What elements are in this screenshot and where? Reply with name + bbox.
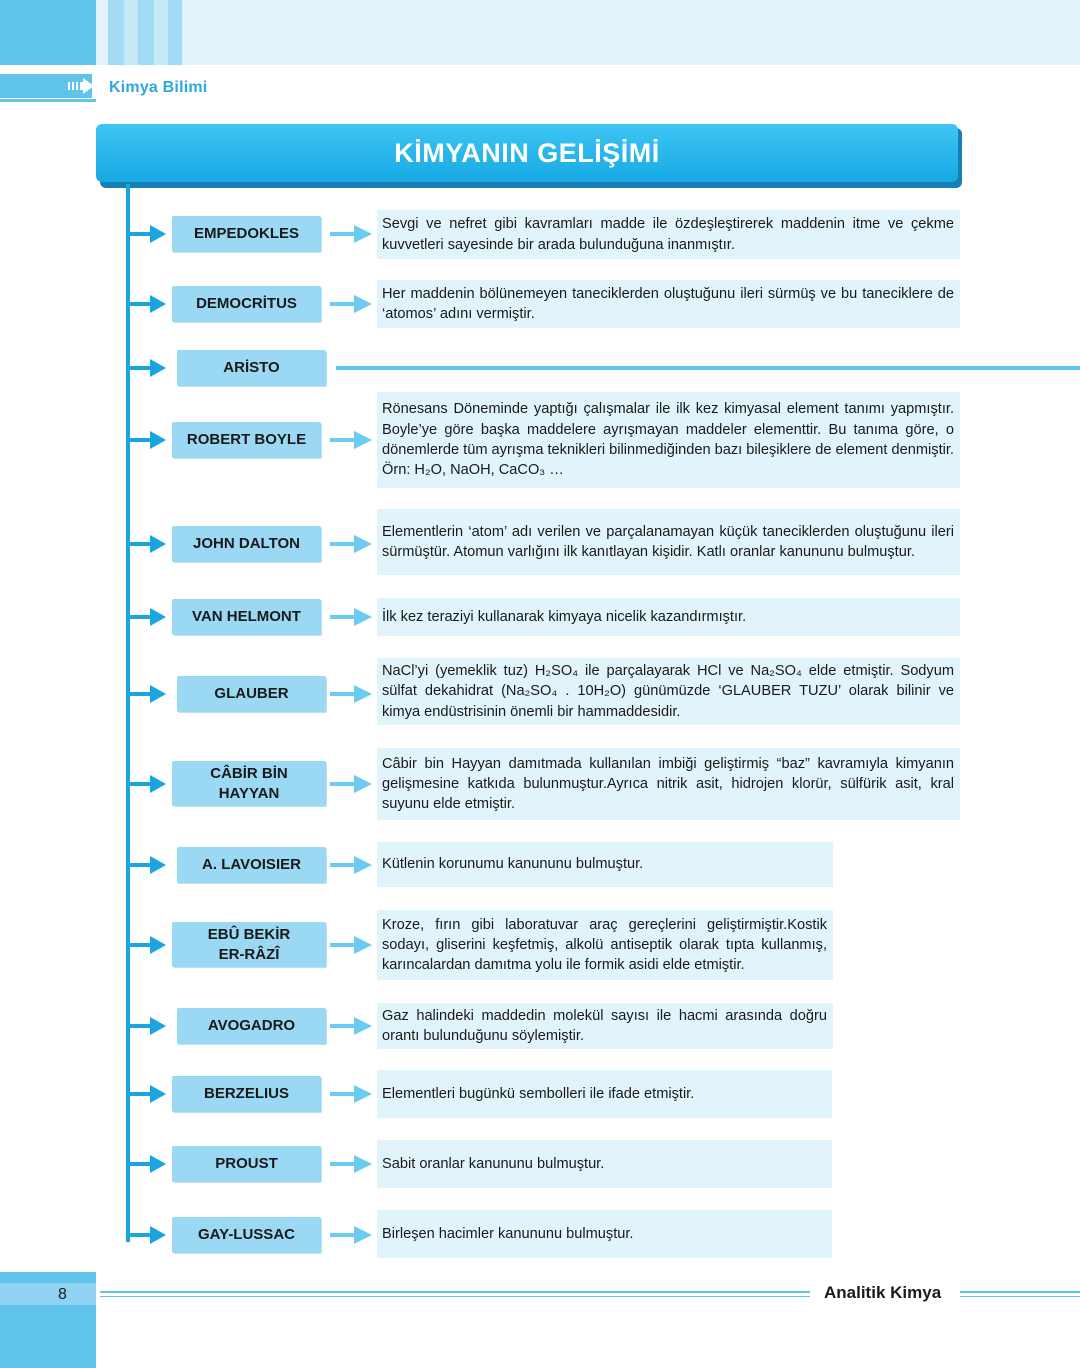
desc-text: Sevgi ve nefret gibi kavramları madde ile özdeşleştirerek maddenin itme ve çekme kuvvetleri sayesinde bir arada bulunduğuna inanmıştır. xyxy=(382,216,954,253)
desc-text: Sabit oranlar kanununu bulmuştur. xyxy=(382,1155,605,1172)
top-corner-block xyxy=(0,0,96,65)
right-arrow-icon xyxy=(330,431,372,449)
top-stripe xyxy=(168,0,182,65)
timeline-arrow-icon xyxy=(128,358,166,378)
name-ebu-bekir-er-razi: EBÛ BEKİR ER-RÂZÎ xyxy=(172,922,326,967)
name-john-dalton: JOHN DALTON xyxy=(172,526,321,562)
aristo-line xyxy=(336,366,1080,370)
name-robert-boyle: ROBERT BOYLE xyxy=(172,422,321,458)
right-arrow-icon xyxy=(330,295,372,313)
right-arrow-icon xyxy=(330,1226,372,1244)
desc-box xyxy=(377,392,960,488)
timeline-arrow-icon xyxy=(128,1154,166,1174)
name-empedokles: EMPEDOKLES xyxy=(172,216,321,252)
desc-box xyxy=(377,658,960,725)
desc-text: Rönesans Döneminde yaptığı çalışmalar ile ilk kez kimyasal element tanımı yapmıştır. Boyle’ye göre başka maddelere ayrışmayan maddeler elementtir. Bu tanıma göre, o dönemlerde tüm ayrışma teknikleri bilinmediğinden bazı bileşiklere de element denmiştir. Örn: H₂O, NaOH, CaCO₃ … xyxy=(382,401,954,479)
timeline-arrow-icon xyxy=(128,684,166,704)
top-stripe xyxy=(108,0,124,65)
footer-rule xyxy=(960,1296,1080,1297)
section-arrow-icon xyxy=(68,78,94,94)
right-arrow-icon xyxy=(330,936,372,954)
footer-rule xyxy=(100,1296,810,1297)
name-proust: PROUST xyxy=(172,1146,321,1182)
name-aristo: ARİSTO xyxy=(177,350,326,386)
desc-box xyxy=(377,1210,832,1258)
desc-box xyxy=(377,210,960,259)
desc-box xyxy=(377,910,833,980)
section-name: Kimya Bilimi xyxy=(109,79,208,96)
desc-box xyxy=(377,1003,833,1049)
desc-box xyxy=(377,842,833,887)
name-glauber: GLAUBER xyxy=(177,676,326,712)
timeline-arrow-icon xyxy=(128,1084,166,1104)
right-arrow-icon xyxy=(330,856,372,874)
desc-text: NaCl’yi (yemeklik tuz) H₂SO₄ ile parçalayarak HCl ve Na₂SO₄ elde etmiştir. Sodyum sülfat dekahidrat (Na₂SO₄ . 10H₂O) günümüzde ‘GLAUBER TUZU’ olarak bilinir ve kimya endüstrisinin önemli bir hammaddesidir. xyxy=(382,663,954,720)
desc-box xyxy=(377,1070,832,1118)
desc-box xyxy=(377,280,960,328)
top-stripe xyxy=(154,0,168,65)
timeline-arrow-icon xyxy=(128,855,166,875)
right-arrow-icon xyxy=(330,535,372,553)
right-arrow-icon xyxy=(330,1155,372,1173)
name-van-helmont: VAN HELMONT xyxy=(172,599,321,635)
timeline-arrow-icon xyxy=(128,224,166,244)
book-title: Analitik Kimya xyxy=(824,1283,942,1302)
top-stripe xyxy=(124,0,138,65)
desc-box xyxy=(377,598,960,636)
desc-text: İlk kez teraziyi kullanarak kimyaya nicelik kazandırmıştır. xyxy=(382,608,747,625)
footer-rule xyxy=(100,1291,810,1293)
name-a-lavoisier: A. LAVOISIER xyxy=(177,847,326,883)
right-arrow-icon xyxy=(330,1017,372,1035)
timeline-arrow-icon xyxy=(128,294,166,314)
right-arrow-icon xyxy=(330,608,372,626)
desc-text: Kütlenin korunumu kanununu bulmuştur. xyxy=(382,856,644,873)
name-democritus: DEMOCRİTUS xyxy=(172,286,321,322)
section-header-underline xyxy=(0,99,96,102)
timeline-arrow-icon xyxy=(128,607,166,627)
top-stripe xyxy=(138,0,154,65)
title-banner xyxy=(96,124,958,182)
timeline-arrow-icon xyxy=(128,430,166,450)
desc-text: Her maddenin bölünemeyen taneciklerden oluştuğunu ileri sürmüş ve bu taneciklere de ‘atomos’ adını vermiştir. xyxy=(382,285,954,322)
timeline-arrow-icon xyxy=(128,774,166,794)
desc-text: Gaz halindeki maddedin molekül sayısı ile hacmi arasında doğru orantı bulunduğunu söylemiştir. xyxy=(382,1007,827,1044)
name-cabir-bin-hayyan: CÂBİR BİN HAYYAN xyxy=(172,761,326,806)
right-arrow-icon xyxy=(330,225,372,243)
right-arrow-icon xyxy=(330,775,372,793)
name-berzelius: BERZELIUS xyxy=(172,1076,321,1112)
desc-text: Kroze, fırın gibi laboratuvar araç gereçlerini geliştirmiştir.Kostik sodayı, gliserini keşfetmiş, alkolü antiseptik olarak tıpta kullanmış, karıncalardan damıtma yolu ile formik asidi elde etmiştir. xyxy=(382,916,827,974)
timeline-arrow-icon xyxy=(128,1016,166,1036)
name-avogadro: AVOGADRO xyxy=(177,1008,326,1044)
desc-text: Elementlerin ‘atom’ adı verilen ve parçalanamayan küçük taneciklerden oluştuğunu ileri sürmüştür. Atomun varlığını ilk kanıtlayan kişidir. Katlı oranlar kanununu bulmuştur. xyxy=(382,523,954,560)
footer-page-tab xyxy=(0,1283,96,1305)
footer-rule xyxy=(960,1291,1080,1293)
right-arrow-icon xyxy=(330,685,372,703)
desc-box xyxy=(377,509,960,575)
timeline-arrow-icon xyxy=(128,935,166,955)
right-arrow-icon xyxy=(330,1085,372,1103)
desc-text: Birleşen hacimler kanununu bulmuştur. xyxy=(382,1225,634,1242)
desc-box xyxy=(377,1140,832,1188)
timeline-arrow-icon xyxy=(128,1225,166,1245)
desc-text: Câbir bin Hayyan damıtmada kullanılan imbiği geliştirmiş “baz” kavramıyla kimyanın gelişmesine katkıda bulunmuştur.Ayrıca nitrik asit, hidrojen klorür, sülfürik asit, kral suyunu elde etmiştir. xyxy=(382,755,954,813)
desc-box xyxy=(377,748,960,820)
timeline-arrow-icon xyxy=(128,534,166,554)
page-title: KİMYANIN GELİŞİMİ xyxy=(394,137,660,168)
desc-text: Elementleri bugünkü sembolleri ile ifade etmiştir. xyxy=(382,1085,695,1102)
name-gay-lussac: GAY-LUSSAC xyxy=(172,1217,321,1253)
page-number: 8 xyxy=(58,1286,67,1303)
